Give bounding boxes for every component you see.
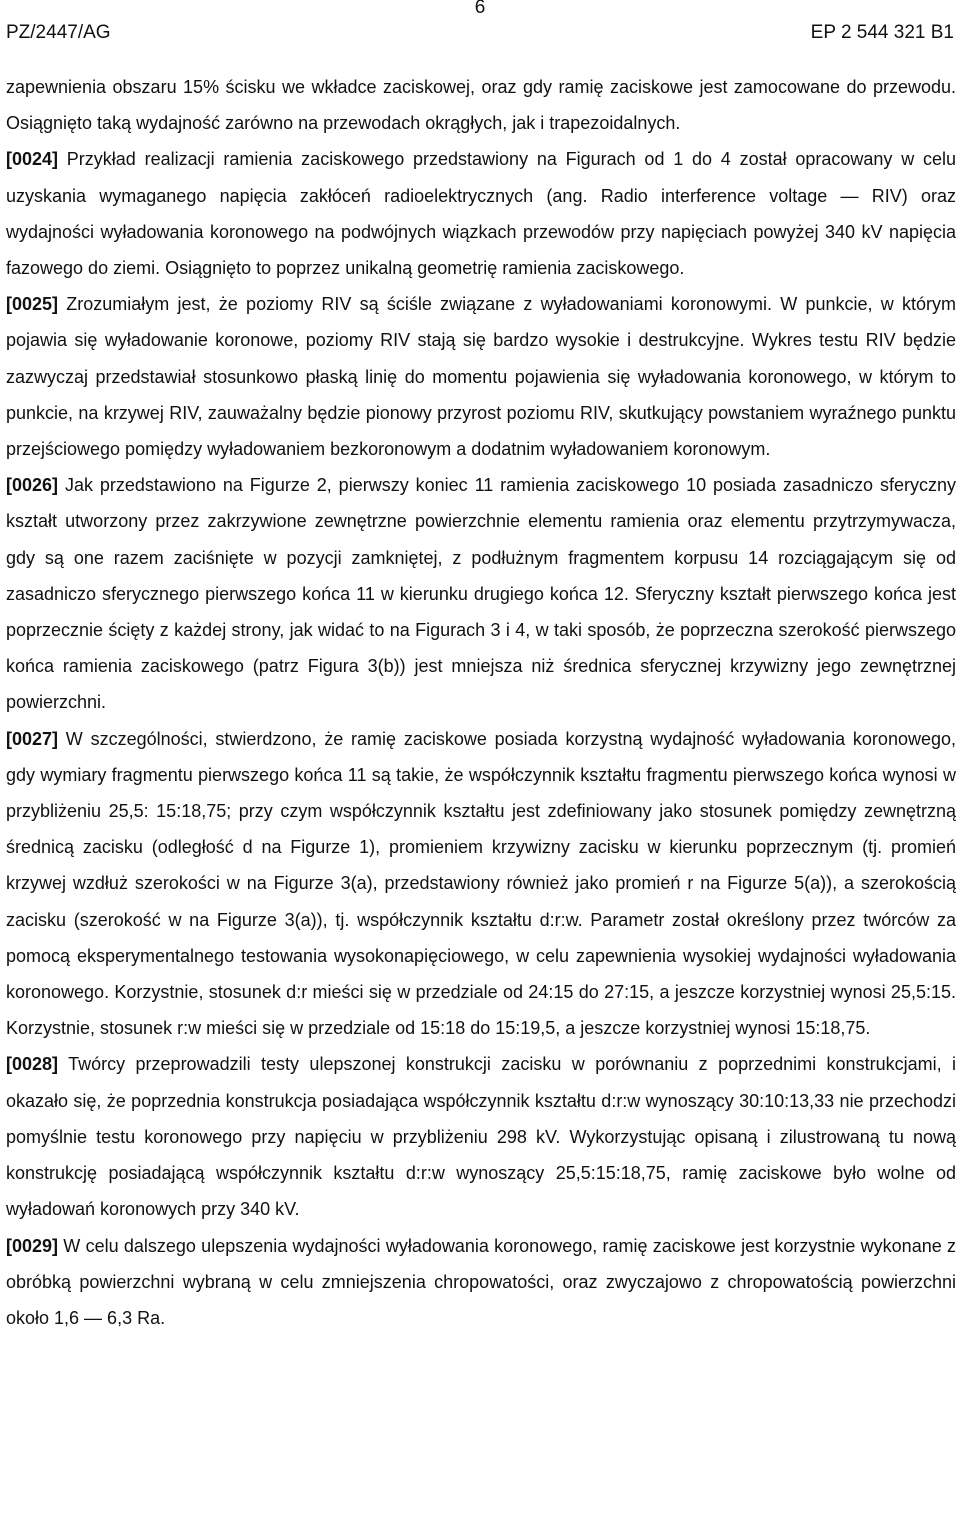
paragraph-text: Jak przedstawiono na Figurze 2, pierwszy koniec 11 ramienia zaciskowego 10 posiada zasadniczo sferyczny kształt utworzony przez zakrzywione zewnętrzne powierzchnie elementu ramienia oraz elementu przytrzymywacza, gdy są one razem zaciśnięte w pozycji zamkniętej, z podłużnym fragmentem korpusu 14 rozciągającym się od zasadniczo sferycznego pierwszego końca 11 w kierunku drugiego końca 12. Sferyczny kształt pierwszego końca jest poprzecznie ścięty z każdej strony, jak widać to na Figurach 3 i 4, w taki sposób, że poprzeczna szerokość pierwszego końca ramienia zaciskowego (patrz Figura 3(b)) jest mniejsza niż średnica sferycznej krzywizny jego zewnętrznej powierzchni. — [6, 475, 956, 713]
paragraph-text: W szczególności, stwierdzono, że ramię zaciskowe posiada korzystną wydajność wyładowania koronowego, gdy wymiary fragmentu pierwszego końca 11 są takie, że współczynnik kształtu fragmentu pierwszego końca wynosi w przybliżeniu 25,5: 15:18,75; przy czym współczynnik kształtu jest zdefiniowany jako stosunek pomiędzy zewnętrzną średnicą zacisku (odległość d na Figurze 1), promieniem krzywizny zacisku w kierunku poprzecznym (tj. promień krzywej wzdłuż szerokości w na Figurze 3(a), przedstawiony również jako promień r na Figurze 5(a)), a szerokością zacisku (szerokość w na Figurze 3(a)), tj. współczynnik kształtu d:r:w. Parametr został określony przez twórców za pomocą eksperymentalnego testowania wysokonapięciowego, w celu zapewnienia wysokiej wydajności wyładowania koronowego. Korzystnie, stosunek d:r mieści się w przedziale od 24:15 do 27:15, a jeszcze korzystniej wynosi 25,5:15. Korzystnie, stosunek r:w mieści się w przedziale od 15:18 do 15:19,5, a jeszcze korzystniej wynosi 15:18,75. — [6, 728, 956, 1039]
paragraph-text: Twórcy przeprowadzili testy ulepszonej konstrukcji zacisku w porównaniu z poprzednimi konstrukcjami, i okazało się, że poprzednia konstrukcja posiadająca współczynnik kształtu d:r:w wynoszący 30:10:13,33 nie przechodzi pomyślnie testu koronowego przy napięciu w przybliżeniu 298 kV. Wykorzystując opisaną i zilustrowaną tu nową konstrukcję posiadającą współczynnik kształtu d:r:w wynoszący 25,5:15:18,75, ramię zaciskowe było wolne od wyładowań koronowych przy 340 kV. — [6, 1054, 956, 1220]
paragraph-number: [0024] — [6, 149, 59, 170]
paragraph-text: zapewnienia obszaru 15% ścisku we wkładce zaciskowej, oraz gdy ramię zaciskowe jest zamocowane do przewodu. Osiągnięto taką wydajność zarówno na przewodach okrągłych, jak i trapezoidalnych. — [6, 77, 956, 134]
paragraph-number: [0025] — [6, 294, 59, 315]
paragraph-number: [0026] — [6, 475, 59, 496]
page-number: 6 — [474, 0, 486, 18]
paragraph-0027 — [6, 721, 956, 1047]
paragraph-text: Zrozumiałym jest, że poziomy RIV są ściśle związane z wyładowaniami koronowymi. W punkcie, w którym pojawia się wyładowanie koronowe, poziomy RIV stają się bardzo wysokie i destrukcyjne. Wykres testu RIV będzie zazwyczaj przedstawiał stosunkowo płaską linię do momentu pojawienia się wyładowania koronowego, w którym to punkcie, na krzywej RIV, zauważalny będzie pionowy przyrost poziomu RIV, skutkujący powstaniem wyraźnego punktu przejściowego pomiędzy wyładowaniem bezkoronowym a dodatnim wyładowaniem koronowym. — [6, 294, 956, 460]
publication-number: EP 2 544 321 B1 — [810, 22, 954, 43]
paragraph-text: W celu dalszego ulepszenia wydajności wyładowania koronowego, ramię zaciskowe jest korzystnie wykonane z obróbką powierzchni wybraną w celu zmniejszenia chropowatości, oraz zwyczajowo z chropowatością powierzchni około 1,6 — 6,3 Ra. — [6, 1235, 956, 1328]
document-id: PZ/2447/AG — [6, 22, 111, 43]
document-body — [6, 69, 956, 1336]
paragraph-number: [0029] — [6, 1235, 59, 1256]
paragraph-0024 — [6, 141, 956, 286]
paragraph-text: Przykład realizacji ramienia zaciskowego przedstawiony na Figurach od 1 do 4 został opracowany w celu uzyskania wymaganego napięcia zakłóceń radioelektrycznych (ang. Radio interference voltage — RIV) oraz wydajności wyładowania koronowego na podwójnych wiązkach przewodów przy napięciach powyżej 340 kV napięcia fazowego do ziemi. Osiągnięto to poprzez unikalną geometrię ramienia zaciskowego. — [6, 149, 956, 279]
paragraph-0026 — [6, 467, 956, 720]
paragraph-number: [0027] — [6, 728, 59, 749]
paragraph-number: [0028] — [6, 1054, 59, 1075]
paragraph-0029 — [6, 1228, 956, 1337]
paragraph-0028 — [6, 1046, 956, 1227]
paragraph-0025 — [6, 286, 956, 467]
paragraph-continuation — [6, 69, 956, 141]
page-header — [0, 0, 960, 46]
